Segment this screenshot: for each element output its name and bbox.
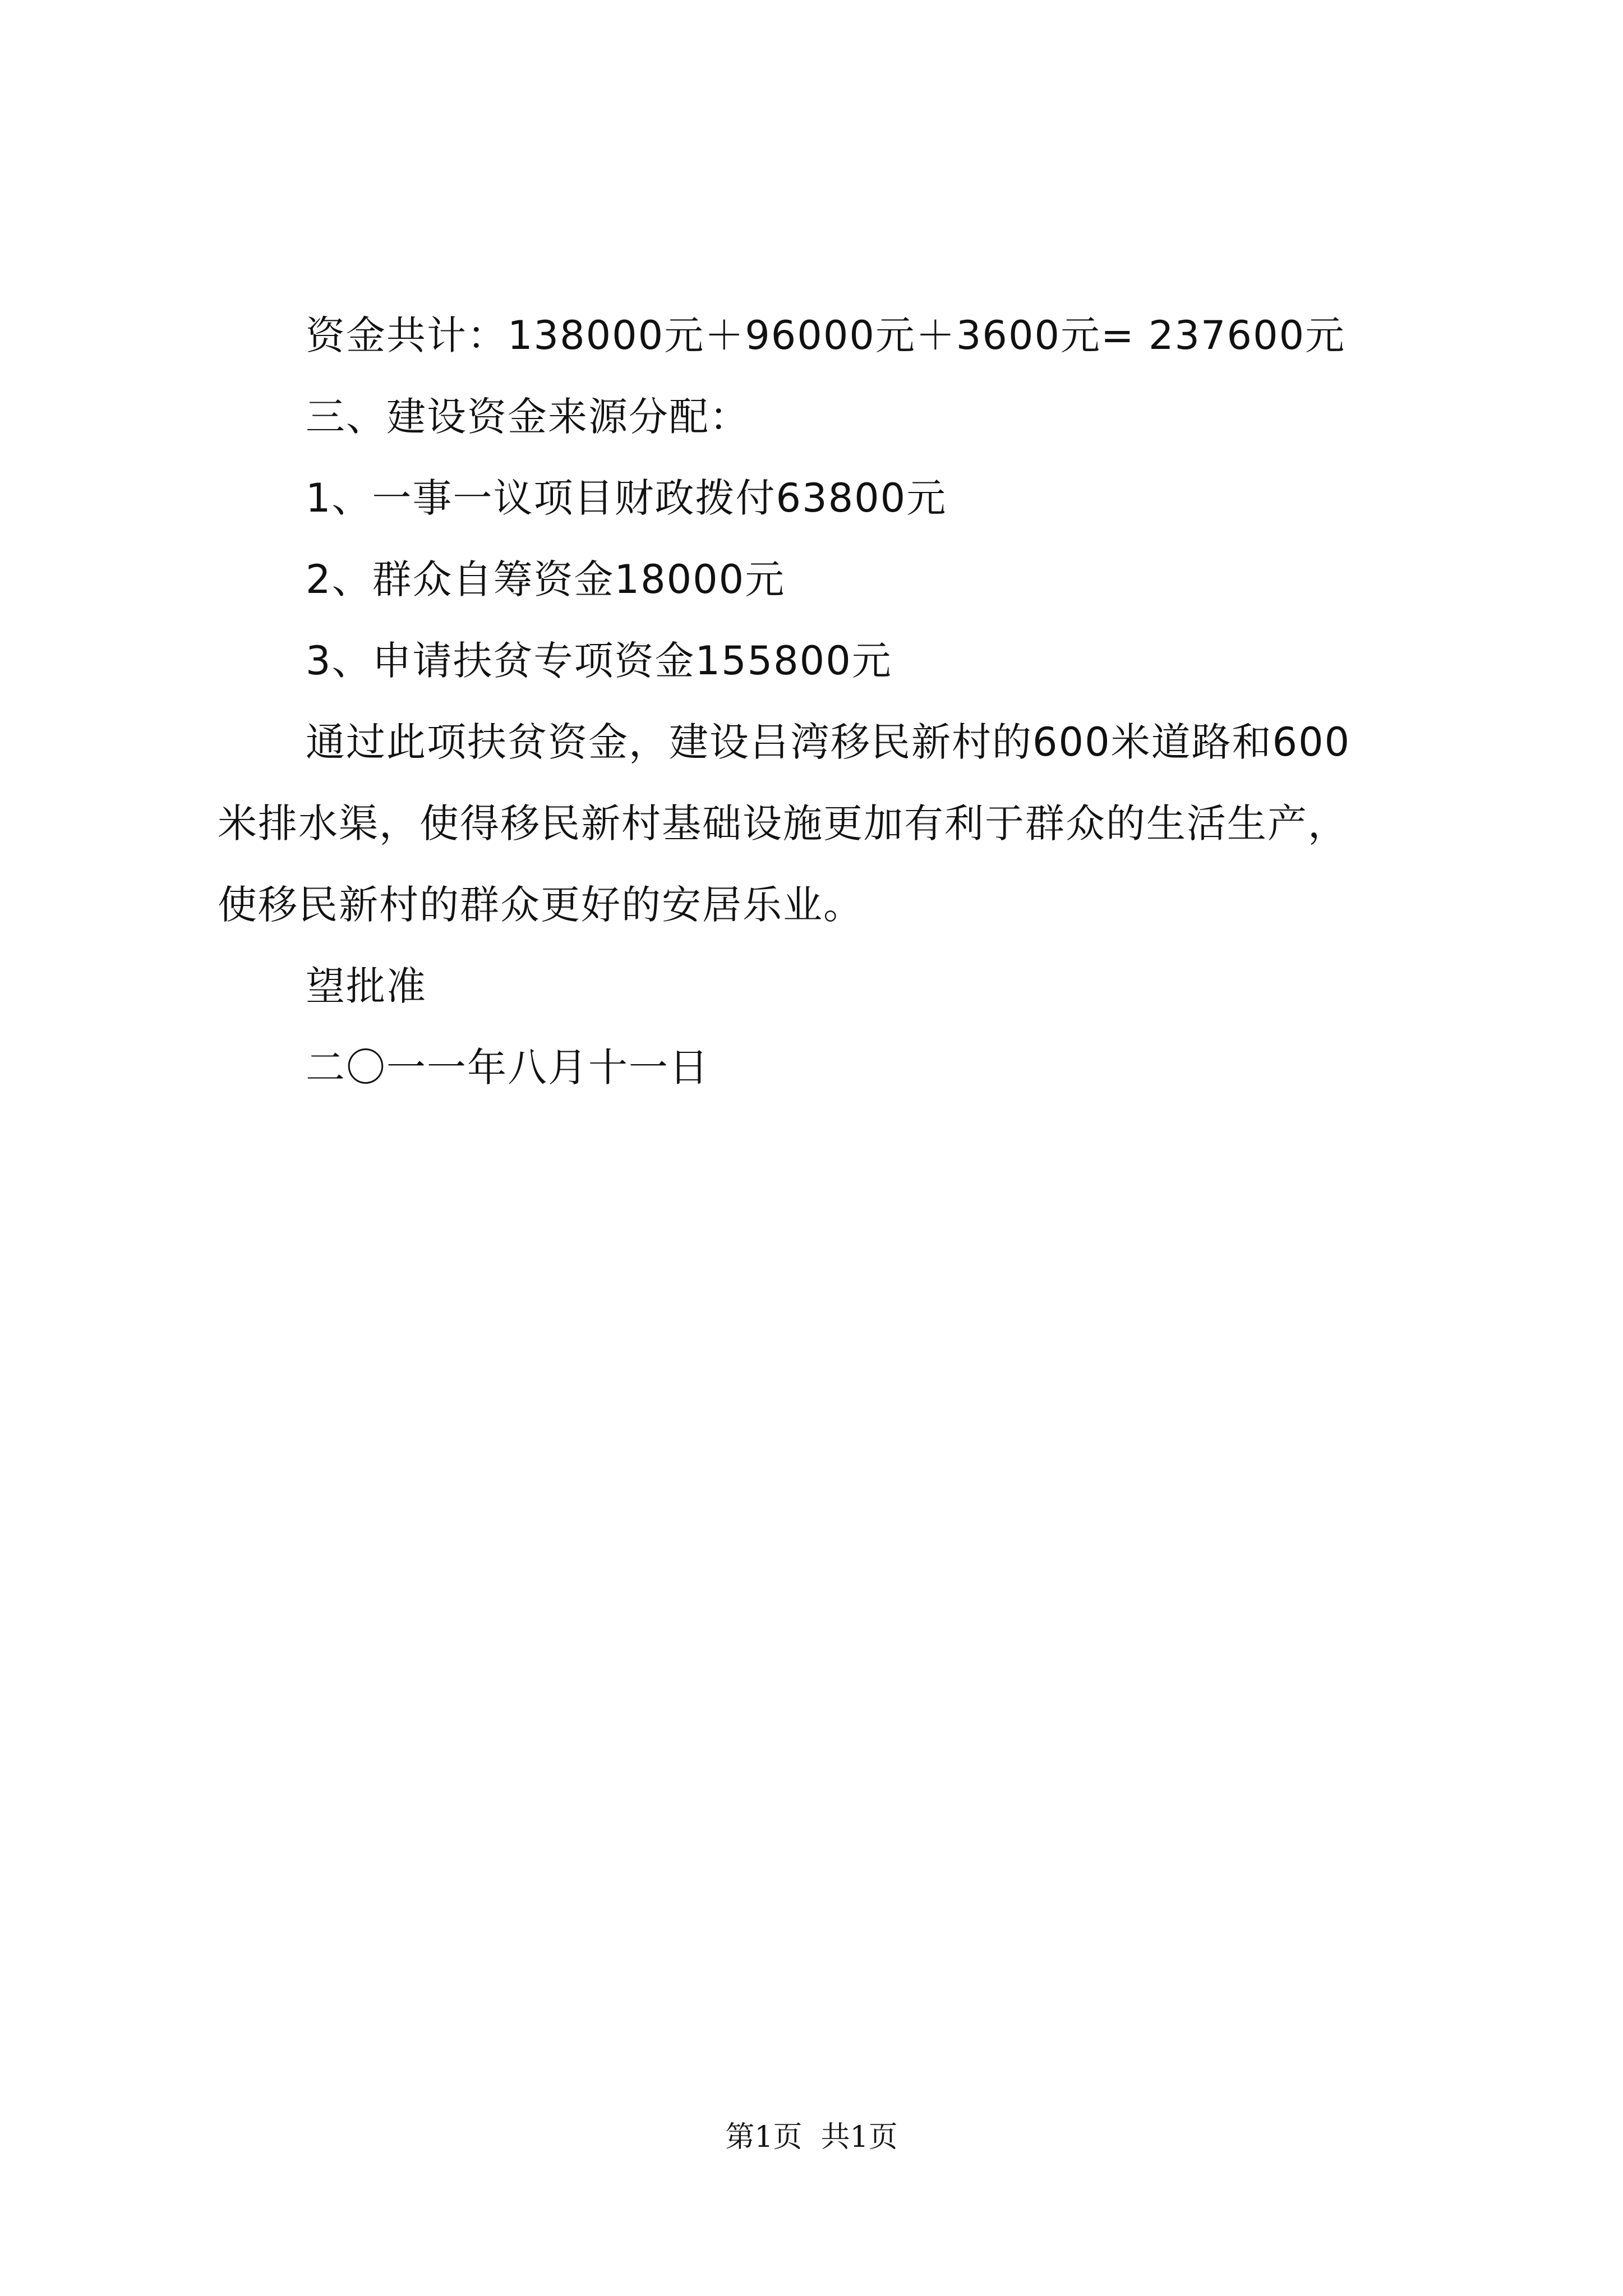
approval-request: 望批准 — [306, 963, 427, 1009]
allocation-item-1: 1、一事一议项目财政拨付63800元 — [306, 475, 947, 521]
document-date: 二〇一一年八月十一日 — [306, 1045, 709, 1091]
allocation-item-3: 3、申请扶贫专项资金155800元 — [306, 638, 892, 684]
funds-total-line: 资金共计：138000元＋96000元＋3600元= 237600元 — [306, 312, 1346, 358]
paragraph-line-2: 米排水渠，使得移民新村基础设施更加有利于群众的生活生产， — [218, 800, 1348, 846]
allocation-item-2: 2、群众自筹资金18000元 — [306, 556, 786, 602]
paragraph-line-3: 使移民新村的群众更好的安居乐业。 — [218, 882, 864, 928]
section-heading-funding-allocation: 三、建设资金来源分配： — [306, 394, 750, 440]
paragraph-line-1: 通过此项扶贫资金，建设吕湾移民新村的600米道路和600 — [306, 719, 1351, 765]
page-footer: 第1页 共1页 — [725, 2120, 898, 2154]
